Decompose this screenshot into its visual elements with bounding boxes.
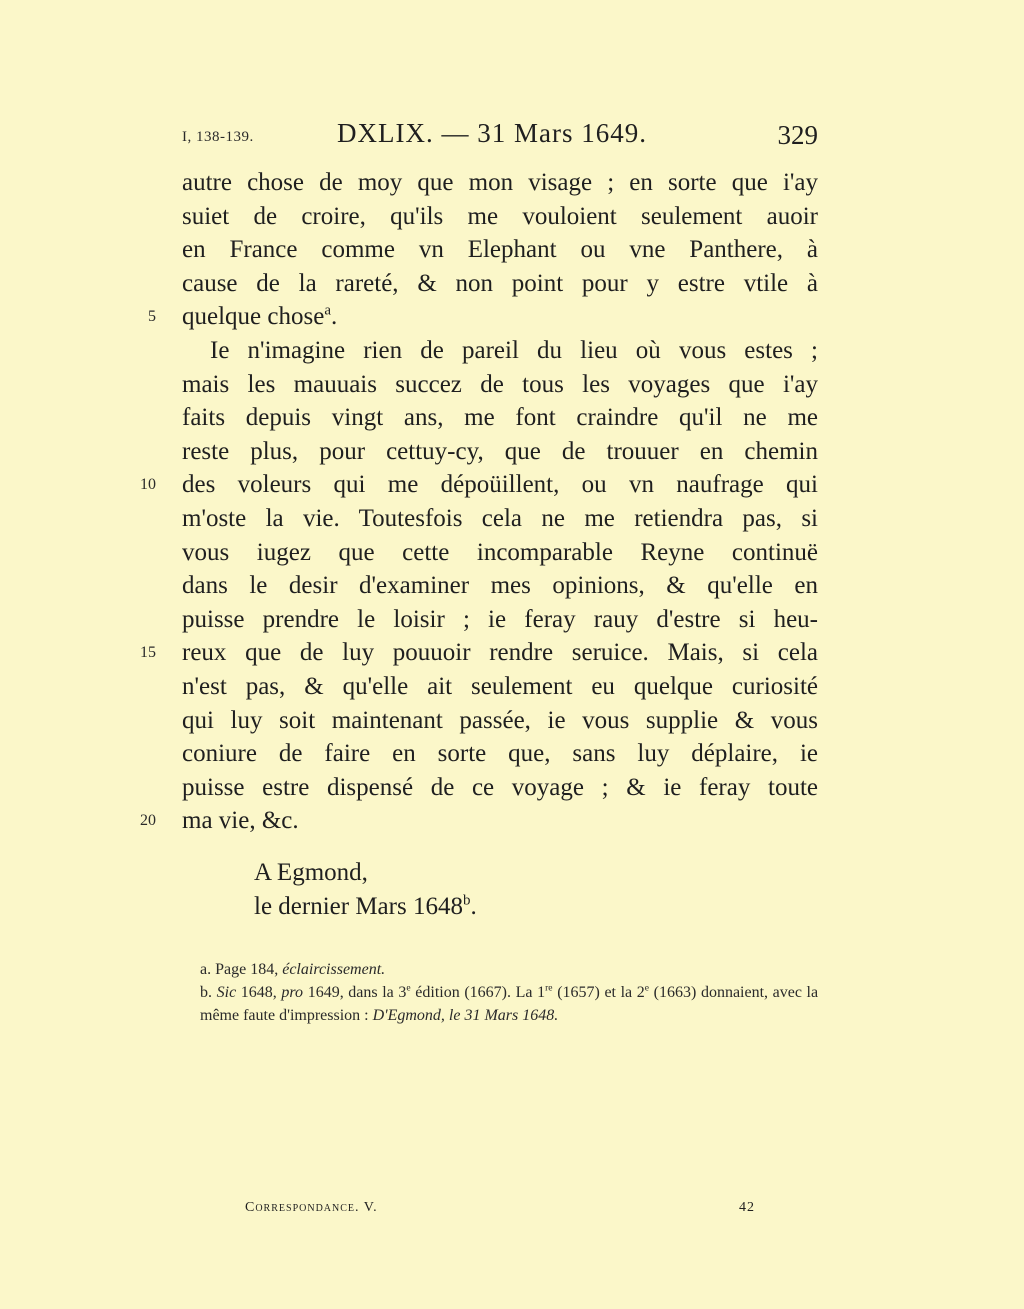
footnote-b [182,981,818,1027]
footnote-a-italic: éclaircissement. [282,961,386,978]
line-text: n'est pas, & qu'elle ait seulement eu quelque curiosité [182,672,818,700]
text-line [182,737,818,771]
line-text: faits depuis vingt ans, me font craindre qu'il ne me [182,404,818,432]
line-text: m'oste la vie. Toutesfois cela ne me retiendra pas, si [182,504,818,532]
text-line [182,334,818,368]
line-text: Ie n'imagine rien de pareil du lieu où vous estes ; [210,336,818,364]
text-line [140,468,818,502]
line-text: puisse estre dispensé de ce voyage ; & ie feray toute [182,773,818,801]
footnote-b-sic: Sic [216,984,237,1001]
line-text: cause de la rareté, & non point pour y estre vtile à [182,269,818,297]
footnote-b-text-3: (1657) et la 2 [557,984,645,1001]
footer-sheet-number: 42 [739,1200,755,1215]
letter-closing [254,856,477,924]
line-text: mais les mauuais succez de tous les voyages que i'ay [182,370,818,398]
closing-date-tail: . [470,893,477,920]
footnote-a-text: Page 184, [215,961,279,978]
text-line [182,267,818,301]
line-text: en France comme vn Elephant ou vne Panthere, à [182,236,818,264]
letter-body [140,166,818,838]
text-line [182,502,818,536]
line-text: quelque chose [182,303,325,331]
text-line [148,300,818,334]
page-number: 329 [777,120,818,150]
line-text: vous iugez que cette incomparable Reyne continuë [182,538,818,566]
line-text: reste plus, pour cettuy-cy, que de trouuer en chemin [182,437,818,465]
text-line [182,435,818,469]
footnote-b-text-2: édition (1667). La 1 [415,984,546,1001]
line-text: dans le desir d'examiner mes opinions, & qu'elle en [182,572,818,600]
line-number: 15 [140,644,156,662]
letter-title: DXLIX. — 31 Mars 1649. [337,118,647,148]
footnote-b-label: b. [200,984,212,1001]
line-text: coniure de faire en sorte que, sans luy déplaire, ie [182,740,818,768]
line-text: ma vie, &c. [182,807,299,835]
text-line [140,804,818,838]
footnote-b-year: 1648, [240,984,277,1001]
footer-signature: Correspondance. V. [245,1200,378,1215]
text-line [140,636,818,670]
line-text: autre chose de moy que mon visage ; en sorte que i'ay [182,169,818,196]
footnote-b-sup-1: e [406,982,411,994]
line-text: reux que de luy pouuoir rendre seruice. Mais, si cela [182,639,818,667]
page-header [182,118,818,158]
closing-place: A Egmond, [254,859,368,886]
line-text: suiet de croire, qu'ils me vouloient seulement auoir [182,202,818,230]
text-line [182,200,818,234]
footnote-b-text-4: (1663) donnaient, avec la même faute d'impression : [200,984,819,1024]
line-text: des voleurs qui me dépoüillent, ou vn naufrage qui [182,471,818,499]
line-number: 5 [148,308,156,326]
line-number: 20 [140,812,156,830]
footnote-marker-a: a [324,303,331,320]
footnote-a-label: a. [200,961,212,978]
footnote-b-italic: D'Egmond, le 31 Mars 1648. [372,1007,559,1024]
text-line [182,603,818,637]
text-line [182,166,818,200]
text-line [182,233,818,267]
footnote-b-pro: pro [281,984,304,1001]
line-number: 10 [140,476,156,494]
footnote-b-sup-3: e [644,982,650,994]
footnotes [182,958,818,1027]
line-text-tail: . [330,303,338,331]
line-text: puisse prendre le loisir ; ie feray rauy d'estre si heu- [182,605,818,633]
text-line [182,771,818,805]
closing-date-line [254,890,477,924]
footnote-b-sup-2: re [545,982,553,994]
volume-reference: I, 138-139. [182,129,254,145]
text-line [182,704,818,738]
footnote-a [182,958,818,981]
text-line [182,670,818,704]
footnote-b-text-1: 1649, dans la 3 [307,984,407,1001]
text-line [182,401,818,435]
text-line [182,569,818,603]
text-line [182,368,818,402]
line-text: qui luy soit maintenant passée, ie vous supplie & vous [182,706,818,734]
text-line [182,536,818,570]
closing-date: le dernier Mars 1648 [254,893,463,920]
footnote-marker-b: b [462,892,471,909]
